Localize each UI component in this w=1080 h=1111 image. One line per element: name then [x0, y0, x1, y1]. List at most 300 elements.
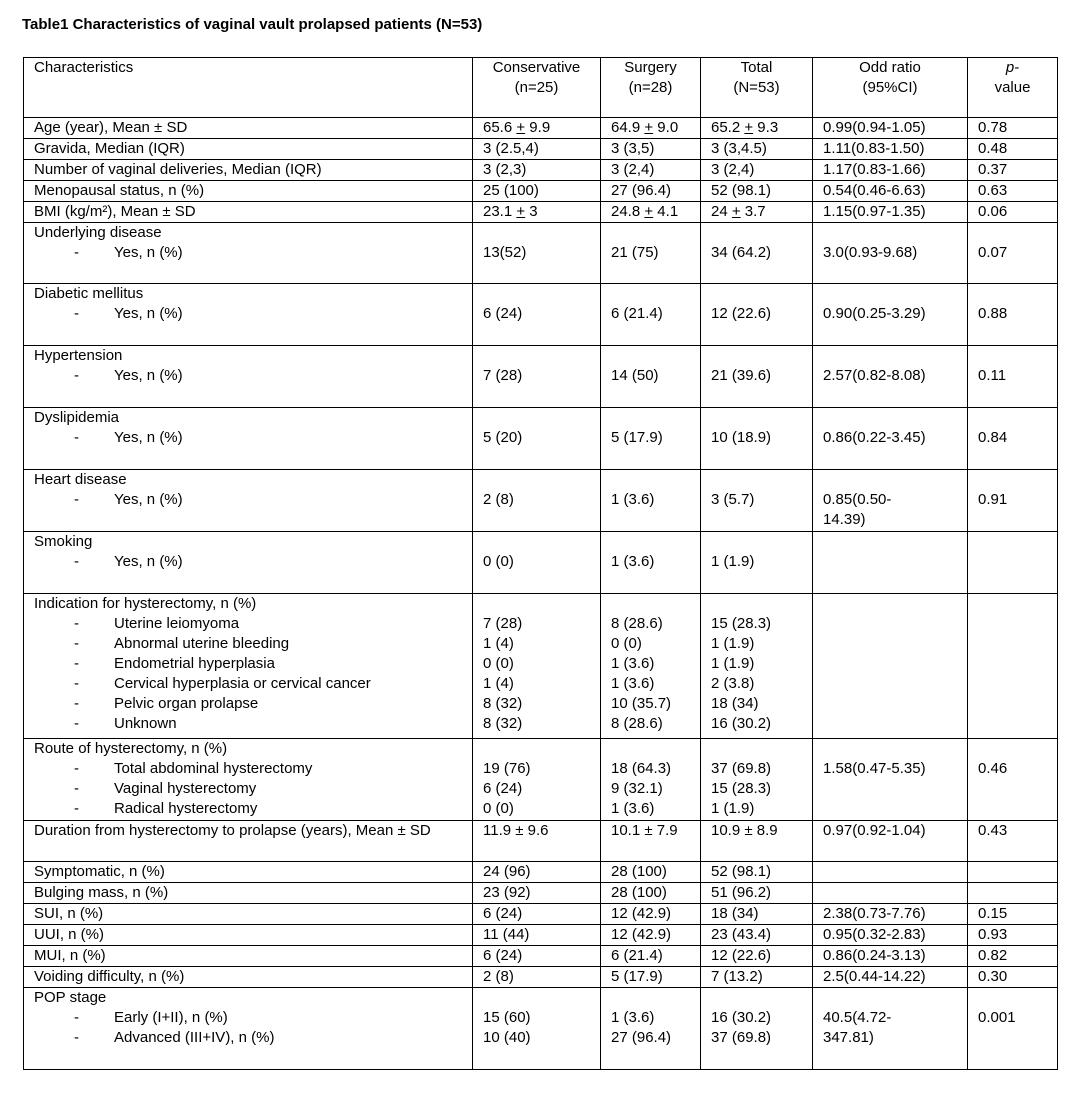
surgery-cell-value: 28 (100) — [611, 863, 667, 880]
blank-line — [711, 532, 802, 552]
characteristic-cell — [24, 181, 473, 202]
characteristic-cell — [24, 160, 473, 181]
table-row — [24, 821, 1058, 862]
value-sd: 9.3 — [753, 119, 779, 136]
table-row — [24, 946, 1058, 967]
characteristic-cell — [24, 988, 473, 1070]
sub-item-label: - Vaginal hysterectomy — [34, 779, 462, 799]
conservative-cell — [473, 202, 601, 223]
p-value: 0.82 — [978, 947, 1008, 964]
p-value-cell — [968, 739, 1058, 821]
row-label: Bulging mass, n (%) — [34, 884, 169, 901]
surgery-cell-value: 21 (75) — [611, 244, 659, 261]
blank-line — [711, 739, 802, 759]
blank-line — [978, 594, 1047, 614]
surgery-cell — [601, 181, 701, 202]
conservative-cell-value: 11 (44) — [483, 926, 530, 943]
total-cell — [701, 160, 813, 181]
total-cell-value: 12 (22.6) — [711, 947, 772, 964]
total-cell-value: 37 (69.8) — [711, 1029, 772, 1046]
surgery-cell — [601, 223, 701, 284]
p-value-cell — [968, 904, 1058, 925]
surgery-cell — [601, 821, 701, 862]
surgery-cell — [601, 408, 701, 470]
total-cell — [701, 946, 813, 967]
value-mean: 23.1 — [483, 203, 517, 220]
header-p-rest: value — [994, 79, 1031, 96]
row-label: Duration from hysterectomy to prolapse (years), Mean ± SD — [34, 822, 431, 839]
conservative-cell-value: 7 (28) — [483, 367, 523, 384]
header-total — [701, 58, 813, 118]
characteristic-cell — [24, 904, 473, 925]
p-value-cell — [968, 202, 1058, 223]
table-title: Table1 Characteristics of vaginal vault prolapsed patients (N=53) — [22, 16, 483, 33]
blank-line — [978, 346, 1047, 366]
sub-item-label: - Early (I+II), n (%) — [34, 1008, 462, 1028]
surgery-cell-value: 1 (3.6) — [611, 553, 655, 570]
sub-item-label: - Advanced (III+IV), n (%) — [34, 1028, 462, 1048]
odds-ratio-cell-value: 40.5(4.72- — [823, 1009, 892, 1026]
conservative-cell-value: 8 (32) — [483, 695, 523, 712]
p-value-cell — [968, 408, 1058, 470]
total-cell-value: 23 (43.4) — [711, 926, 772, 943]
header-p-italic: p- — [1005, 59, 1020, 76]
odds-ratio-cell-value: 347.81) — [823, 1029, 874, 1046]
odds-ratio-cell — [813, 118, 968, 139]
row-label: Age (year), Mean ± SD — [34, 119, 188, 136]
blank-line — [978, 408, 1047, 428]
blank-line — [823, 470, 957, 490]
conservative-cell-value: 10 (40) — [483, 1029, 531, 1046]
blank-line — [711, 284, 802, 304]
odds-ratio-cell — [813, 223, 968, 284]
row-label: Route of hysterectomy, n (%) — [34, 740, 228, 757]
conservative-cell-value: 2 (8) — [483, 491, 514, 508]
p-value: 0.43 — [978, 822, 1008, 839]
table-row — [24, 470, 1058, 532]
table-row — [24, 202, 1058, 223]
surgery-cell-value: 1 (3.6) — [611, 675, 655, 692]
total-cell-value: 10 (18.9) — [711, 429, 772, 446]
conservative-cell — [473, 408, 601, 470]
odds-ratio-cell-value: 1.15(0.97-1.35) — [823, 203, 926, 220]
blank-line — [823, 739, 957, 759]
surgery-cell-value: 1 (3.6) — [611, 800, 655, 817]
conservative-cell — [473, 988, 601, 1070]
blank-line — [611, 988, 690, 1008]
conservative-cell-value: 1 (4) — [483, 675, 514, 692]
p-value: 0.46 — [978, 760, 1008, 777]
characteristic-cell — [24, 139, 473, 160]
conservative-cell-value: 0 (0) — [483, 553, 514, 570]
p-value-cell — [968, 862, 1058, 883]
table-row — [24, 181, 1058, 202]
total-cell — [701, 532, 813, 594]
sub-item-label: - Cervical hyperplasia or cervical cancer — [34, 674, 462, 694]
blank-line — [483, 470, 590, 490]
surgery-cell-value: 3 (3,5) — [611, 140, 655, 157]
surgery-cell — [601, 532, 701, 594]
total-cell-value: 1 (1.9) — [711, 553, 755, 570]
table-row — [24, 594, 1058, 739]
conservative-cell-value: 0 (0) — [483, 800, 514, 817]
blank-line — [823, 988, 957, 1008]
total-cell — [701, 470, 813, 532]
total-cell — [701, 883, 813, 904]
conservative-cell — [473, 470, 601, 532]
characteristic-cell — [24, 284, 473, 346]
header-odds-line2: (95%CI) — [862, 79, 918, 96]
p-value: 0.15 — [978, 905, 1008, 922]
total-cell-value: 3 (3,4.5) — [711, 140, 767, 157]
odds-ratio-cell-value: 0.97(0.92-1.04) — [823, 822, 926, 839]
surgery-cell-value: 8 (28.6) — [611, 615, 663, 632]
blank-line — [483, 739, 590, 759]
p-value: 0.93 — [978, 926, 1008, 943]
total-cell-value: 15 (28.3) — [711, 780, 772, 797]
sub-item-label: - Abnormal uterine bleeding — [34, 634, 462, 654]
row-label: Diabetic mellitus — [34, 285, 144, 302]
conservative-cell-value: 19 (76) — [483, 760, 531, 777]
plus-minus-sign: + — [644, 119, 654, 136]
blank-line — [823, 284, 957, 304]
header-surgery-line2: (n=28) — [628, 79, 673, 96]
total-cell-value: 18 (34) — [711, 695, 759, 712]
blank-line — [978, 470, 1047, 490]
table-row — [24, 284, 1058, 346]
p-value: 0.63 — [978, 182, 1008, 199]
total-cell-value: 12 (22.6) — [711, 305, 772, 322]
blank-line — [978, 223, 1047, 243]
surgery-cell-value: 28 (100) — [611, 884, 667, 901]
odds-ratio-cell-value: 0.86(0.22-3.45) — [823, 429, 926, 446]
p-value-cell — [968, 118, 1058, 139]
conservative-cell — [473, 946, 601, 967]
odds-ratio-cell-value: 1.58(0.47-5.35) — [823, 760, 926, 777]
conservative-cell-value: 0 (0) — [483, 655, 514, 672]
conservative-cell — [473, 284, 601, 346]
sub-item-label: - Radical hysterectomy — [34, 799, 462, 819]
total-cell — [701, 594, 813, 739]
row-label: Smoking — [34, 533, 93, 550]
characteristic-cell — [24, 883, 473, 904]
conservative-cell-value: 6 (24) — [483, 780, 523, 797]
conservative-cell — [473, 967, 601, 988]
plus-minus-sign: + — [744, 119, 754, 136]
blank-line — [823, 408, 957, 428]
p-value: 0.78 — [978, 119, 1008, 136]
surgery-cell — [601, 118, 701, 139]
total-cell — [701, 988, 813, 1070]
conservative-cell-value: 6 (24) — [483, 905, 523, 922]
odds-ratio-cell-value: 0.54(0.46-6.63) — [823, 182, 926, 199]
p-value-cell — [968, 160, 1058, 181]
conservative-cell-value: 6 (24) — [483, 947, 523, 964]
p-value-cell — [968, 139, 1058, 160]
row-label: Symptomatic, n (%) — [34, 863, 165, 880]
blank-line — [823, 594, 957, 614]
value-mean: 64.9 — [611, 119, 645, 136]
header-conservative — [473, 58, 601, 118]
p-value: 0.07 — [978, 244, 1008, 261]
characteristic-cell — [24, 346, 473, 408]
total-cell-value: 1 (1.9) — [711, 635, 755, 652]
blank-line — [611, 223, 690, 243]
sub-item-label: - Yes, n (%) — [34, 304, 462, 324]
conservative-cell — [473, 160, 601, 181]
total-cell-value — [711, 202, 802, 222]
conservative-cell-value: 2 (8) — [483, 968, 514, 985]
table-row — [24, 739, 1058, 821]
odds-ratio-cell — [813, 532, 968, 594]
total-cell — [701, 139, 813, 160]
conservative-cell — [473, 739, 601, 821]
total-cell-value: 16 (30.2) — [711, 715, 772, 732]
row-label: Number of vaginal deliveries, Median (IQR) — [34, 161, 322, 178]
conservative-cell-value — [483, 202, 590, 222]
odds-ratio-cell — [813, 346, 968, 408]
blank-line — [978, 284, 1047, 304]
plus-minus-sign: + — [731, 203, 741, 220]
surgery-cell — [601, 139, 701, 160]
header-surgery-line1: Surgery — [624, 59, 677, 76]
blank-line — [611, 739, 690, 759]
surgery-cell-value: 1 (3.6) — [611, 1009, 655, 1026]
surgery-cell-value: 0 (0) — [611, 635, 642, 652]
odds-ratio-cell — [813, 408, 968, 470]
header-surgery — [601, 58, 701, 118]
surgery-cell-value: 1 (3.6) — [611, 655, 655, 672]
blank-line — [978, 988, 1047, 1008]
header-odds-line1: Odd ratio — [859, 59, 921, 76]
blank-line — [823, 223, 957, 243]
blank-line — [483, 594, 590, 614]
conservative-cell-value: 13(52) — [483, 244, 527, 261]
sub-item-label: - Total abdominal hysterectomy — [34, 759, 462, 779]
value-mean: 65.6 — [483, 119, 517, 136]
p-value-cell — [968, 821, 1058, 862]
value-mean: 65.2 — [711, 119, 745, 136]
odds-ratio-cell — [813, 862, 968, 883]
total-cell-value: 18 (34) — [711, 905, 759, 922]
total-cell-value: 34 (64.2) — [711, 244, 772, 261]
odds-ratio-cell — [813, 883, 968, 904]
conservative-cell — [473, 594, 601, 739]
blank-line — [611, 594, 690, 614]
conservative-cell — [473, 181, 601, 202]
blank-line — [978, 532, 1047, 552]
header-total-line2: (N=53) — [733, 79, 780, 96]
conservative-cell — [473, 139, 601, 160]
total-cell-value: 37 (69.8) — [711, 760, 772, 777]
total-cell-value: 52 (98.1) — [711, 863, 772, 880]
sub-item-label: - Yes, n (%) — [34, 552, 462, 572]
conservative-cell-value: 1 (4) — [483, 635, 514, 652]
row-label: Voiding difficulty, n (%) — [34, 968, 185, 985]
total-cell-value — [711, 118, 802, 138]
odds-ratio-cell-value: 0.86(0.24-3.13) — [823, 947, 926, 964]
p-value: 0.37 — [978, 161, 1008, 178]
total-cell-value: 7 (13.2) — [711, 968, 763, 985]
row-label: SUI, n (%) — [34, 905, 104, 922]
odds-ratio-cell — [813, 821, 968, 862]
odds-ratio-cell — [813, 946, 968, 967]
table-body — [24, 118, 1058, 1070]
p-value-cell — [968, 967, 1058, 988]
row-label: BMI (kg/m²), Mean ± SD — [34, 203, 196, 220]
blank-line — [711, 346, 802, 366]
p-value-cell — [968, 346, 1058, 408]
surgery-cell-value: 5 (17.9) — [611, 968, 663, 985]
conservative-cell — [473, 904, 601, 925]
sub-item-label: - Uterine leiomyoma — [34, 614, 462, 634]
surgery-cell — [601, 202, 701, 223]
odds-ratio-cell — [813, 470, 968, 532]
odds-ratio-cell — [813, 988, 968, 1070]
total-cell — [701, 202, 813, 223]
characteristic-cell — [24, 118, 473, 139]
table-row — [24, 925, 1058, 946]
conservative-cell-value: 6 (24) — [483, 305, 523, 322]
row-label: Heart disease — [34, 471, 127, 488]
total-cell-value: 16 (30.2) — [711, 1009, 772, 1026]
odds-ratio-cell-value: 2.57(0.82-8.08) — [823, 367, 926, 384]
conservative-cell — [473, 883, 601, 904]
blank-line — [611, 346, 690, 366]
p-value-cell — [968, 594, 1058, 739]
odds-ratio-cell — [813, 594, 968, 739]
surgery-cell — [601, 904, 701, 925]
sub-item-label: - Yes, n (%) — [34, 366, 462, 386]
surgery-cell — [601, 470, 701, 532]
table-row — [24, 118, 1058, 139]
surgery-cell-value — [611, 202, 690, 222]
total-cell — [701, 118, 813, 139]
p-value-cell — [968, 925, 1058, 946]
conservative-cell — [473, 532, 601, 594]
surgery-cell-value: 27 (96.4) — [611, 1029, 672, 1046]
table-row — [24, 967, 1058, 988]
surgery-cell-value: 10.1 ± 7.9 — [611, 822, 678, 839]
sub-item-label: - Pelvic organ prolapse — [34, 694, 462, 714]
blank-line — [711, 408, 802, 428]
table-row — [24, 532, 1058, 594]
table-row — [24, 883, 1058, 904]
table-row — [24, 904, 1058, 925]
sub-item-label: - Yes, n (%) — [34, 428, 462, 448]
blank-line — [711, 594, 802, 614]
characteristic-cell — [24, 223, 473, 284]
conservative-cell-value: 24 (96) — [483, 863, 531, 880]
row-label: Hypertension — [34, 347, 123, 364]
p-value: 0.30 — [978, 968, 1008, 985]
characteristic-cell — [24, 408, 473, 470]
header-conservative-line1: Conservative — [492, 59, 581, 76]
odds-ratio-cell — [813, 739, 968, 821]
surgery-cell-value: 1 (3.6) — [611, 491, 655, 508]
surgery-cell — [601, 925, 701, 946]
plus-minus-sign: + — [644, 203, 654, 220]
sub-item-label: - Yes, n (%) — [34, 243, 462, 263]
total-cell — [701, 821, 813, 862]
total-cell-value: 3 (2,4) — [711, 161, 755, 178]
value-sd: 3.7 — [740, 203, 766, 220]
blank-line — [611, 284, 690, 304]
p-value: 0.88 — [978, 305, 1008, 322]
surgery-cell-value: 27 (96.4) — [611, 182, 672, 199]
blank-line — [823, 346, 957, 366]
header-total-line1: Total — [740, 59, 773, 76]
header-characteristics: Characteristics — [24, 58, 473, 118]
blank-line — [611, 470, 690, 490]
odds-ratio-cell — [813, 160, 968, 181]
conservative-cell-value: 3 (2.5,4) — [483, 140, 539, 157]
characteristic-cell — [24, 532, 473, 594]
blank-line — [611, 532, 690, 552]
odds-ratio-cell-value: 2.38(0.73-7.76) — [823, 905, 926, 922]
surgery-cell — [601, 988, 701, 1070]
p-value-cell — [968, 223, 1058, 284]
total-cell — [701, 408, 813, 470]
total-cell — [701, 904, 813, 925]
odds-ratio-cell-value: 1.11(0.83-1.50) — [823, 140, 925, 157]
conservative-cell-value: 7 (28) — [483, 615, 523, 632]
row-label: Indication for hysterectomy, n (%) — [34, 595, 257, 612]
sub-item-label: - Endometrial hyperplasia — [34, 654, 462, 674]
row-label: Dyslipidemia — [34, 409, 120, 426]
surgery-cell — [601, 967, 701, 988]
table-row — [24, 408, 1058, 470]
row-label: MUI, n (%) — [34, 947, 106, 964]
odds-ratio-cell-value: 0.99(0.94-1.05) — [823, 119, 926, 136]
row-label: Gravida, Median (IQR) — [34, 140, 185, 157]
surgery-cell — [601, 160, 701, 181]
value-sd: 3 — [525, 203, 538, 220]
row-label: UUI, n (%) — [34, 926, 105, 943]
blank-line — [823, 532, 957, 552]
table-row — [24, 139, 1058, 160]
p-value: 0.48 — [978, 140, 1008, 157]
odds-ratio-cell — [813, 284, 968, 346]
surgery-cell — [601, 594, 701, 739]
odds-ratio-cell — [813, 139, 968, 160]
total-cell — [701, 223, 813, 284]
total-cell-value: 1 (1.9) — [711, 655, 755, 672]
value-mean: 24 — [711, 203, 732, 220]
value-sd: 9.0 — [653, 119, 679, 136]
surgery-cell-value: 5 (17.9) — [611, 429, 663, 446]
characteristics-table — [23, 57, 1058, 1070]
p-value-cell — [968, 284, 1058, 346]
conservative-cell — [473, 925, 601, 946]
table-row — [24, 988, 1058, 1070]
conservative-cell-value: 3 (2,3) — [483, 161, 527, 178]
total-cell-value: 51 (96.2) — [711, 884, 772, 901]
total-cell-value: 52 (98.1) — [711, 182, 772, 199]
odds-ratio-cell-value: 14.39) — [823, 511, 866, 528]
blank-line — [978, 739, 1047, 759]
header-row — [24, 58, 1058, 118]
conservative-cell — [473, 346, 601, 408]
conservative-cell-value: 23 (92) — [483, 884, 531, 901]
odds-ratio-cell — [813, 904, 968, 925]
odds-ratio-cell — [813, 202, 968, 223]
total-cell — [701, 181, 813, 202]
p-value: 0.06 — [978, 203, 1008, 220]
blank-line — [483, 988, 590, 1008]
total-cell-value: 2 (3.8) — [711, 675, 755, 692]
odds-ratio-cell-value: 0.85(0.50- — [823, 491, 892, 508]
